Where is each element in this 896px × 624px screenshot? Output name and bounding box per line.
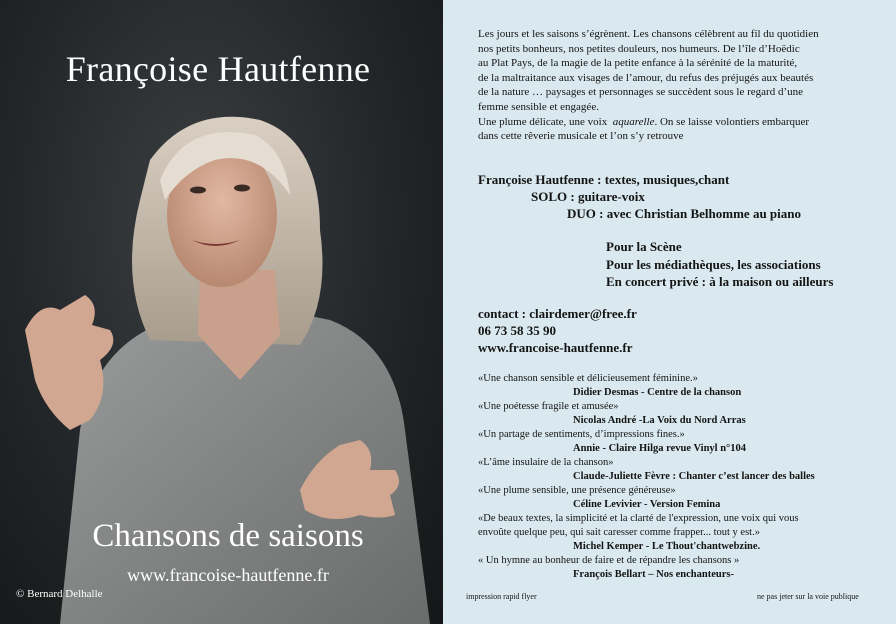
intro-line-2-end: . On se laisse volontiers embarquer [654, 115, 810, 128]
role-line: Françoise Hautfenne : textes, musiques,chant [478, 172, 730, 187]
press-quotes [478, 372, 888, 582]
roles-block [478, 171, 801, 222]
intro-line: au Plat Pays, de la magie de la petite enfance à la sérénité de la maturité, [478, 57, 798, 70]
intro-line-2-start: Une plume délicate, une voix [478, 115, 608, 128]
quote-text: «Une chanson sensible et délicieusement féminine.» [478, 373, 698, 384]
contact-email[interactable]: contact : clairdemer@free.fr [478, 306, 637, 321]
intro-text [478, 27, 883, 144]
intro-line: femme sensible et engagée. [478, 100, 599, 113]
venue-line: En concert privé : à la maison ou ailleurs [606, 274, 834, 289]
venue-line: Pour la Scène [606, 239, 682, 254]
intro-line: dans cette rêverie musicale et l’on s’y retrouve [478, 130, 684, 143]
album-title: Chansons de saisons [92, 518, 364, 554]
quote-text: «Une poétesse fragile et amusée» [478, 401, 619, 412]
quote-text: «Une plume sensible, une présence généreuse» [478, 485, 676, 496]
intro-line: de la maltraitance aux visages de l’amour, du refus des préjugés aux beautés [478, 71, 814, 84]
venues-block [606, 238, 834, 291]
quote-author: Annie - Claire Hilga revue Vinyl n°104 [573, 443, 746, 454]
quote-author: Céline Levivier - Version Femina [573, 499, 721, 510]
quote-text: « Un hymne au bonheur de faire et de répandre les chansons » [478, 555, 740, 566]
quote-text: envoûte quelque peu, qui sait caresser comme frapper... tout y est.» [478, 527, 760, 538]
role-line: DUO : avec Christian Belhomme au piano [567, 206, 801, 221]
website-url[interactable]: www.francoise-hautfenne.fr [127, 565, 329, 585]
intro-line: Les jours et les saisons s’égrènent. Les chansons célèbrent au fil du quotidien [478, 28, 819, 40]
contact-website[interactable]: www.francoise-hautfenne.fr [478, 340, 633, 355]
venue-line: Pour les médiathèques, les associations [606, 256, 821, 272]
role-line: SOLO : guitare-voix [531, 189, 645, 204]
contact-block [478, 305, 637, 356]
quote-author: Nicolas André -La Voix du Nord Arras [573, 415, 746, 426]
right-panel [443, 0, 896, 624]
photo-credit: © Bernard Delhalle [16, 588, 103, 600]
left-panel [0, 0, 443, 624]
quote-text: «Un partage de sentiments, d’impressions fines.» [478, 429, 685, 440]
intro-line: nos petits bonheurs, nos petites douleurs, nos humeurs. De l’île d’Hoëdic [478, 42, 800, 55]
quote-author: François Bellart – Nos enchanteurs- [573, 569, 734, 580]
intro-emphasis: aquarelle [612, 115, 655, 128]
quote-text: «L’âme insulaire de la chanson» [478, 457, 614, 468]
printer-note: impression rapid flyer [466, 592, 537, 601]
litter-note: ne pas jeter sur la voie publique [757, 592, 859, 601]
quote-author: Claude-Juliette Fèvre : Chanter c’est lancer des balles [573, 471, 815, 482]
contact-phone[interactable]: 06 73 58 35 90 [478, 323, 556, 338]
artist-name: Françoise Hautfenne [65, 49, 371, 89]
intro-line-2 [478, 115, 883, 130]
quote-text: «De beaux textes, la simplicité et la clarté de l'expression, une voix qui vous [478, 513, 799, 524]
quote-author: Michel Kemper - Le Thout'chantwebzine. [573, 541, 761, 552]
intro-line: de la nature … paysages et personnages se succèdent sous le regard d’une [478, 86, 803, 99]
quote-author: Didier Desmas - Centre de la chanson [573, 387, 742, 398]
